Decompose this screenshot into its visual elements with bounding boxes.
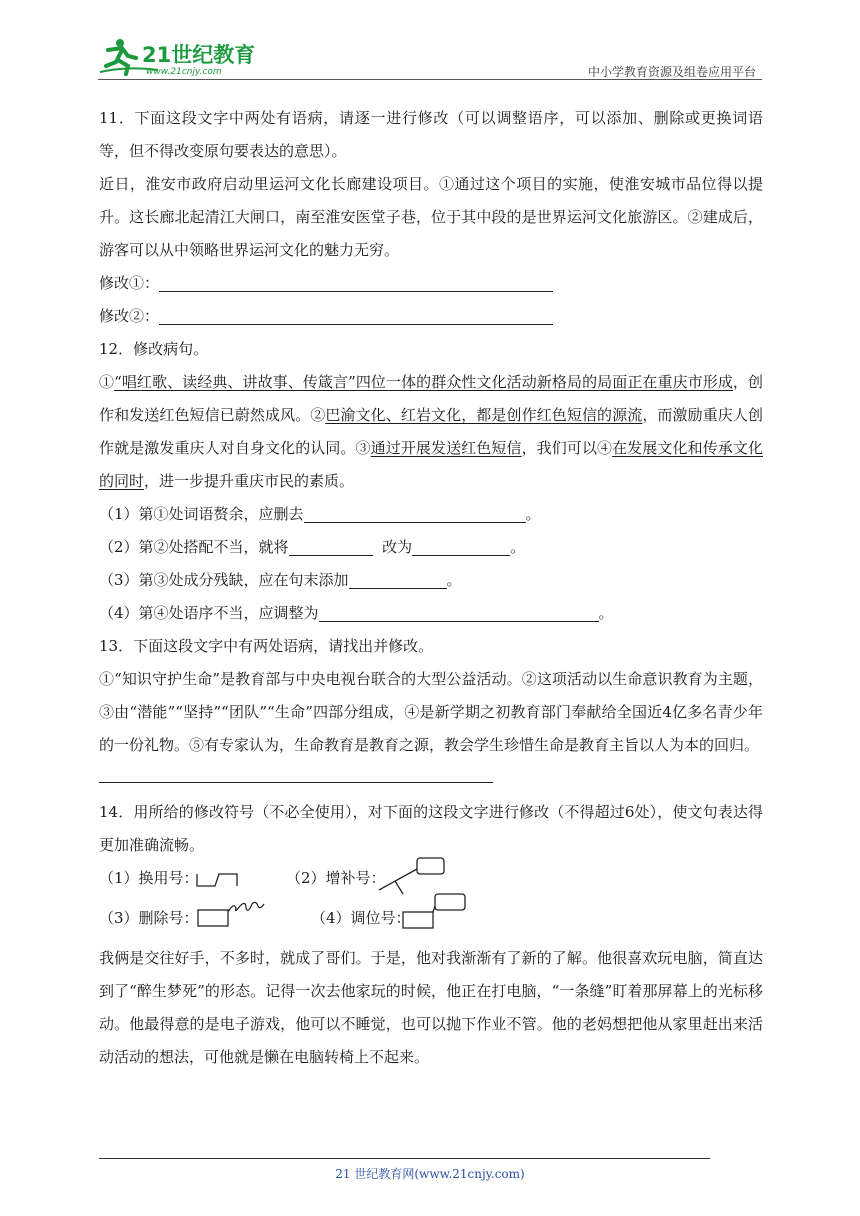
answer-blank[interactable] [304, 502, 526, 523]
symbol-row-1: （1）换用号： （2）增补号： [99, 862, 763, 902]
q12-sub2: （2）第②处搭配不当，就将 改为 。 [99, 531, 763, 564]
answer-blank[interactable] [289, 535, 373, 556]
q12-sub1: （1）第①处词语赘余，应删去 。 [99, 498, 763, 531]
header-divider [98, 79, 762, 80]
q11-stem: 11．下面这段文字中两处有语病，请逐一进行修改（可以调整语序，可以添加、删除或更换词语等，但不得改变原句要表达的意思）。 [99, 109, 763, 160]
q12-passage: ①“唱红歌、读经典、讲故事、传箴言”四位一体的群众性文化活动新格局的局面正在重庆市形成，创作和发送红色短信已蔚然成风。②巴渝文化、红岩文化，都是创作红色短信的源流，而激励重庆人创作就是激发重庆人对自身文化的认同。③通过开展发送红色短信，我们可以④在发展文化和传承文化的同时，进一步提升重庆市民的素质。 [99, 373, 763, 490]
q13-passage: ①“知识守护生命”是教育部与中央电视台联合的大型公益活动。②这项活动以生命意识教育为主题，③由“潜能”“坚持”“团队”“生命”四部分组成，④是新学期之初教育部门奉献给全国近4亿多名青少年的一份礼物。⑤有专家认为，生命教育是教育之源，教会学生珍惜生命是教育主旨以人为本的回归。 [99, 670, 763, 754]
header-platform-name: 中小学教育资源及组卷应用平台 [587, 65, 756, 79]
answer-blank[interactable] [349, 568, 447, 589]
q11-fix1: 修改①： [99, 267, 763, 300]
replace-symbol-icon [195, 870, 241, 890]
symbol-row-2: （3）删除号： （4）调位号： [99, 902, 763, 942]
answer-blank[interactable] [159, 271, 553, 292]
footer-site[interactable]: 21 世纪教育网(www.21cnjy.com) [335, 1167, 525, 1181]
q13-stem: 13．下面这段文字中有两处语病，请找出并修改。 [99, 637, 434, 655]
q11-passage: 近日，淮安市政府启动里运河文化长廊建设项目。①通过这个项目的实施，使淮安城市品位得以提升。这长廊北起清江大闸口，南至淮安医堂子巷，位于其中段的是世界运河文化旅游区。②建成后，游客可以从中领略世界运河文化的魅力无穷。 [99, 175, 763, 259]
q12-sub4: （4）第④处语序不当，应调整为 。 [99, 597, 763, 630]
q11-fix2: 修改②： [99, 300, 763, 333]
q13-answer-line[interactable] [99, 762, 493, 783]
logo-icon [98, 36, 268, 78]
question-content [99, 102, 763, 1074]
transpose-symbol-icon [399, 892, 471, 932]
q12-stem: 12．修改病句。 [99, 340, 209, 358]
answer-blank[interactable] [412, 535, 510, 556]
footer-divider [99, 1158, 710, 1159]
page-header [98, 36, 762, 80]
q14-stem: 14．用所给的修改符号（不必全使用），对下面的这段文字进行修改（不得超过6处），使文句表达得更加准确流畅。 [99, 803, 763, 854]
svg-text:21世纪教育: 21世纪教育 [142, 43, 256, 67]
q12-sub3: （3）第③处成分残缺，应在句末添加 。 [99, 564, 763, 597]
q14-passage: 我俩是交往好手，不多时，就成了哥们。于是，他对我渐渐有了新的了解。他很喜欢玩电脑，简直达到了“醉生梦死”的形态。记得一次去他家玩的时候，他正在打电脑，“一条缝”盯着那屏幕上的光标移动。他最得意的是电子游戏，他可以不睡觉，也可以抛下作业不管。他的老妈想把他从家里赶出来活动活动的想法，可他就是懒在电脑转椅上不起来。 [99, 949, 763, 1066]
answer-blank[interactable] [319, 601, 599, 622]
answer-blank[interactable] [159, 304, 553, 325]
delete-symbol-icon [196, 898, 268, 930]
svg-text:www.21cnjy.com: www.21cnjy.com [146, 67, 222, 77]
